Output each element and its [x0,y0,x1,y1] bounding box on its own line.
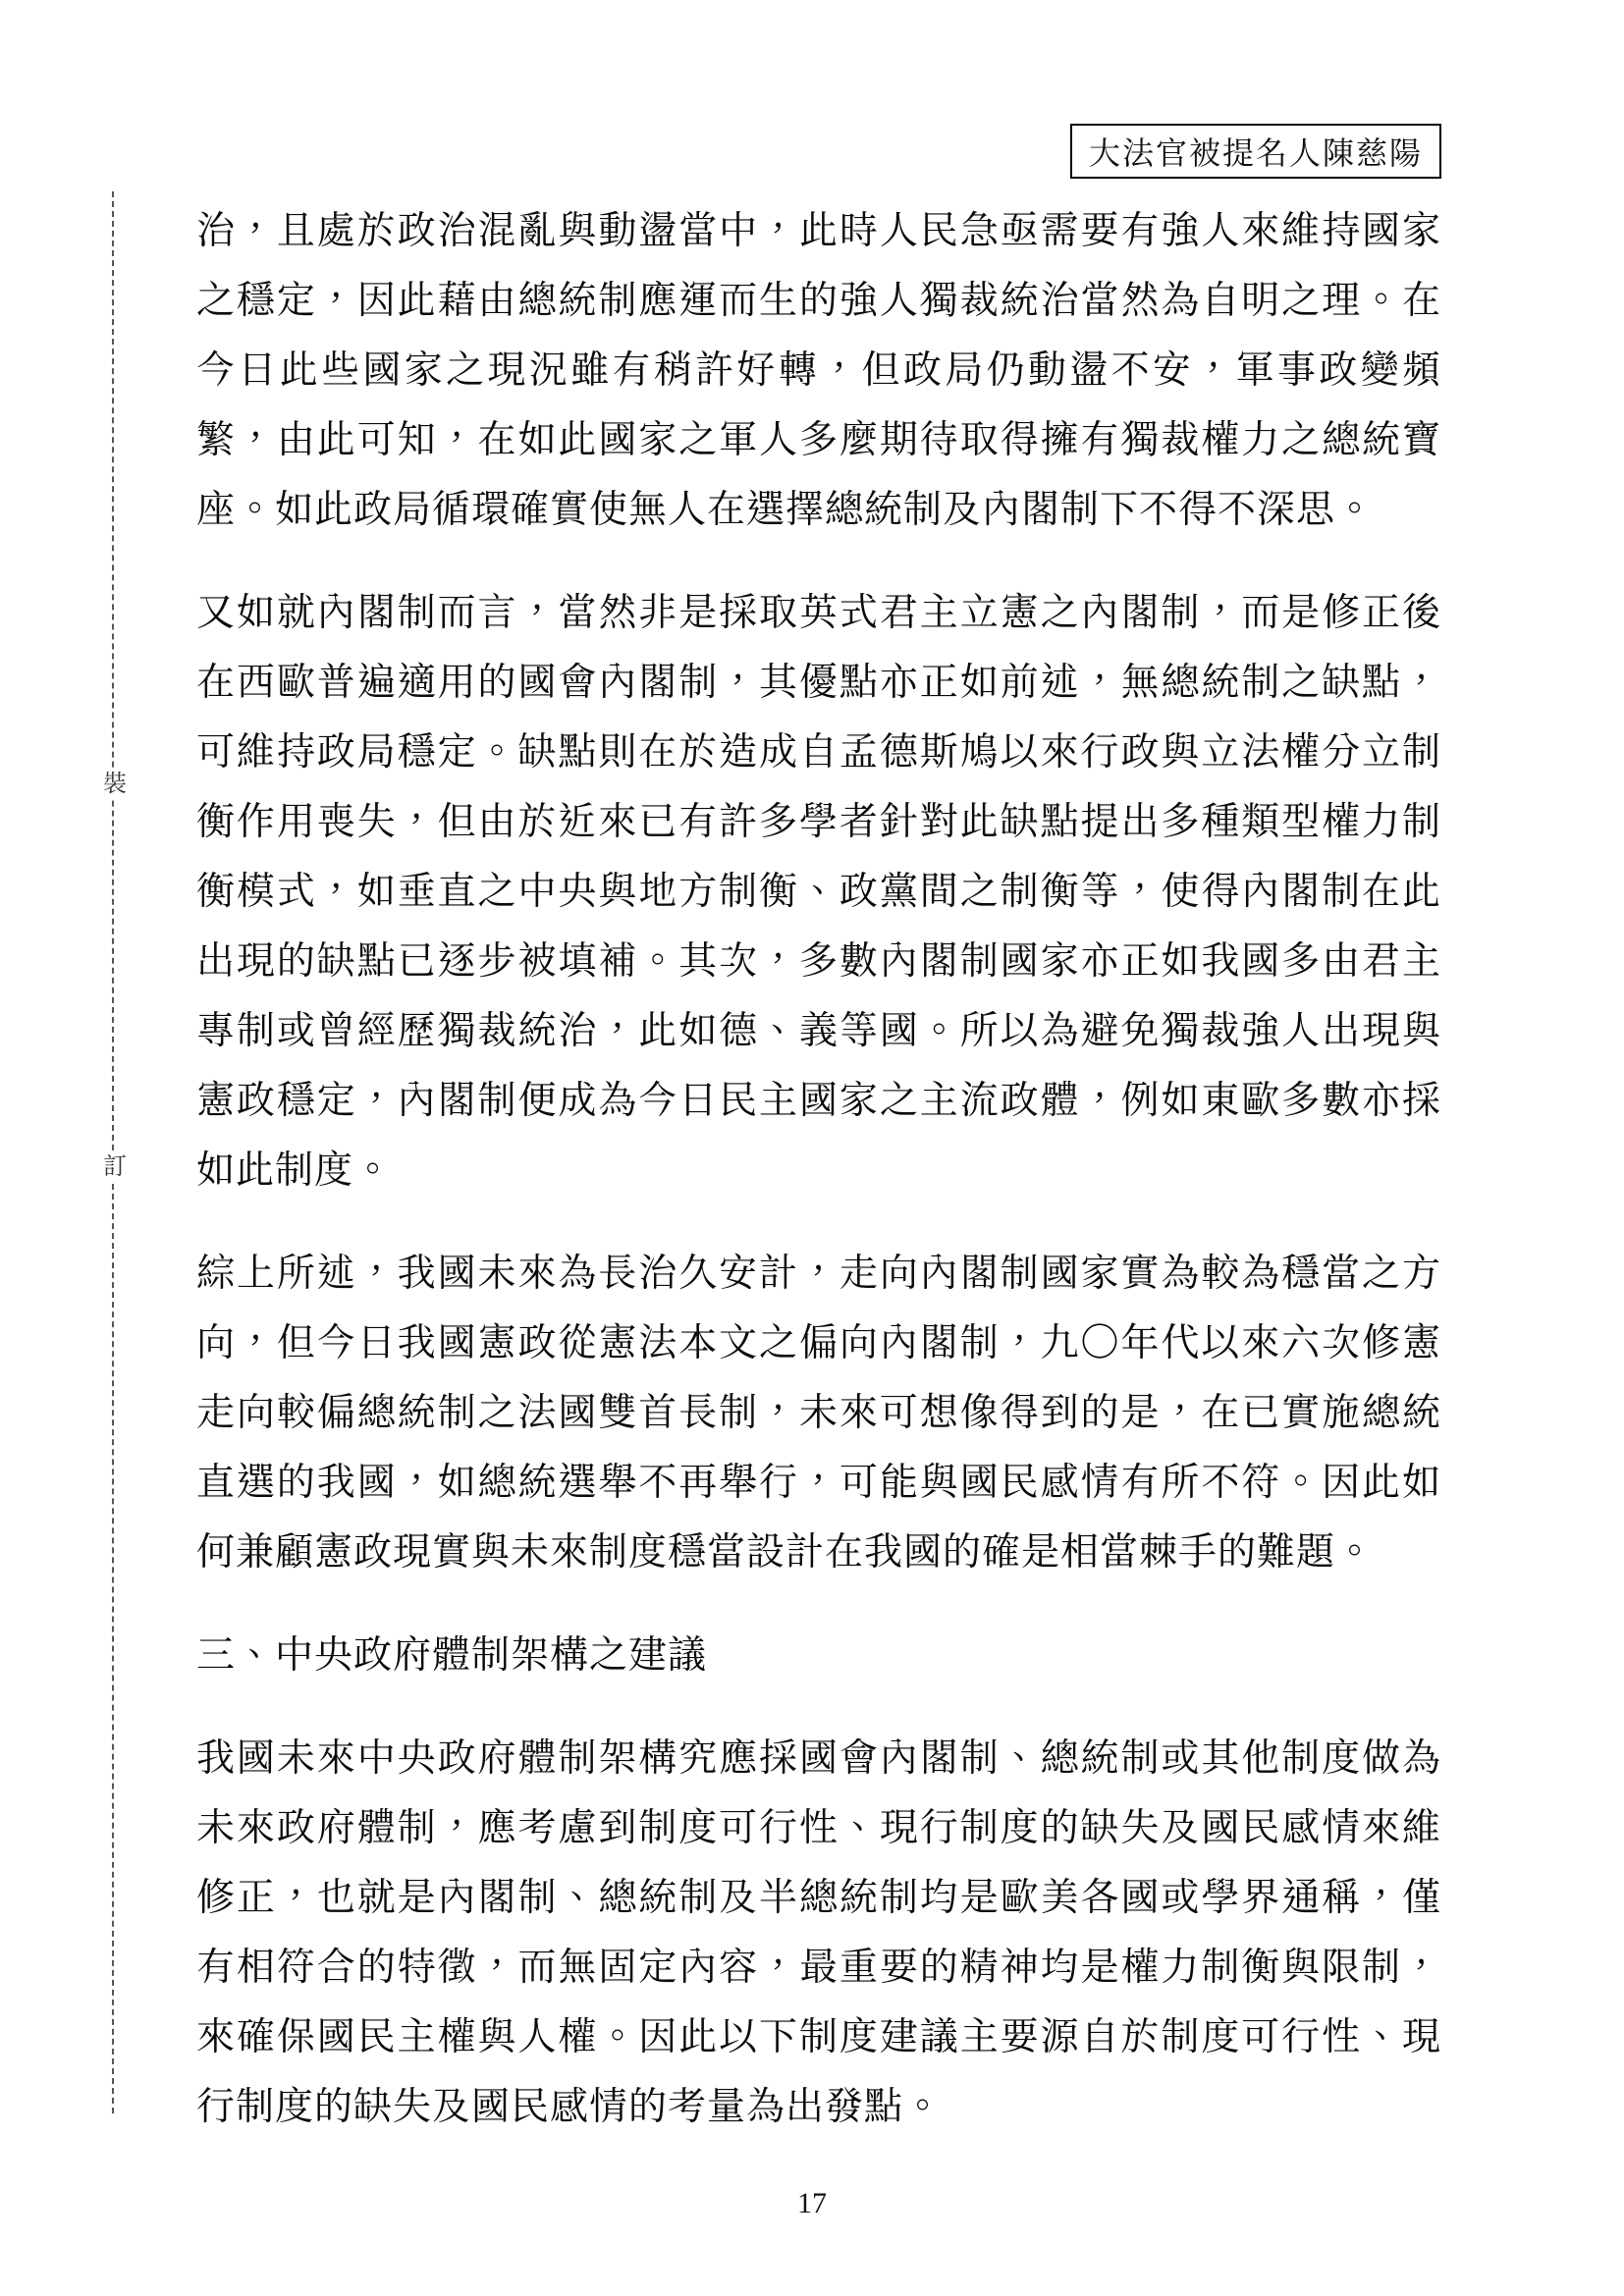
section-heading: 三、中央政府體制架構之建議 [196,1634,708,1677]
body-paragraph-1: 治，且處於政治混亂與動盪當中，此時人民急亟需要有強人來維持國家之穩定，因此藉由總統制應運而生的強人獨裁統治當然為自明之理。在今日此些國家之現況雖有稍許好轉，但政局仍動盪不安，軍事政變頻繁，由此可知，在如此國家之軍人多麼期待取得擁有獨裁權力之總統寶座。如此政局循環確實使無人在選擇總統制及內閣制下不得不深思。 [196,210,1441,531]
binding-char-ding: 訂 [103,1154,127,1180]
nominee-header-label: 大法官被提名人陳慈陽 [1088,135,1423,171]
nominee-header-box [1070,124,1441,179]
body-paragraph-3: 綜上所述，我國未來為長治久安計，走向內閣制國家實為較為穩當之方向，但今日我國憲政從憲法本文之偏向內閣制，九〇年代以來六次修憲走向較偏總統制之法國雙首長制，未來可想像得到的是，在已實施總統直選的我國，如總統選舉不再舉行，可能與國民感情有所不符。因此如何兼顧憲政現實與未來制度穩當設計在我國的確是相當棘手的難題。 [196,1253,1441,1574]
body-paragraph-4: 我國未來中央政府體制架構究應採國會內閣制、總統制或其他制度做為未來政府體制，應考慮到制度可行性、現行制度的缺失及國民感情來維修正，也就是內閣制、總統制及半總統制均是歐美各國或學界通稱，僅有相符合的特徵，而無固定內容，最重要的精神均是權力制衡與限制，來確保國民主權與人權。因此以下制度建議主要源自於制度可行性、現行制度的缺失及國民感情的考量為出發點。 [196,1737,1441,2128]
binding-line [103,191,127,2113]
document-content [196,196,1441,2175]
body-paragraph-2: 又如就內閣制而言，當然非是採取英式君主立憲之內閣制，而是修正後在西歐普遍適用的國會內閣制，其優點亦正如前述，無總統制之缺點，可維持政局穩定。缺點則在於造成自孟德斯鳩以來行政與立法權分立制衡作用喪失，但由於近來已有許多學者針對此缺點提出多種類型權力制衡模式，如垂直之中央與地方制衡、政黨間之制衡等，使得內閣制在此出現的缺點已逐步被填補。其次，多數內閣制國家亦正如我國多由君主專制或曾經歷獨裁統治，此如德、義等國。所以為避免獨裁強人出現與憲政穩定，內閣制便成為今日民主國家之主流政體，例如東歐多數亦採如此制度。 [196,592,1441,1192]
binding-char-zhuang: 裝 [103,772,127,797]
page-footer [0,2187,1624,2220]
page-number: 17 [797,2187,827,2219]
